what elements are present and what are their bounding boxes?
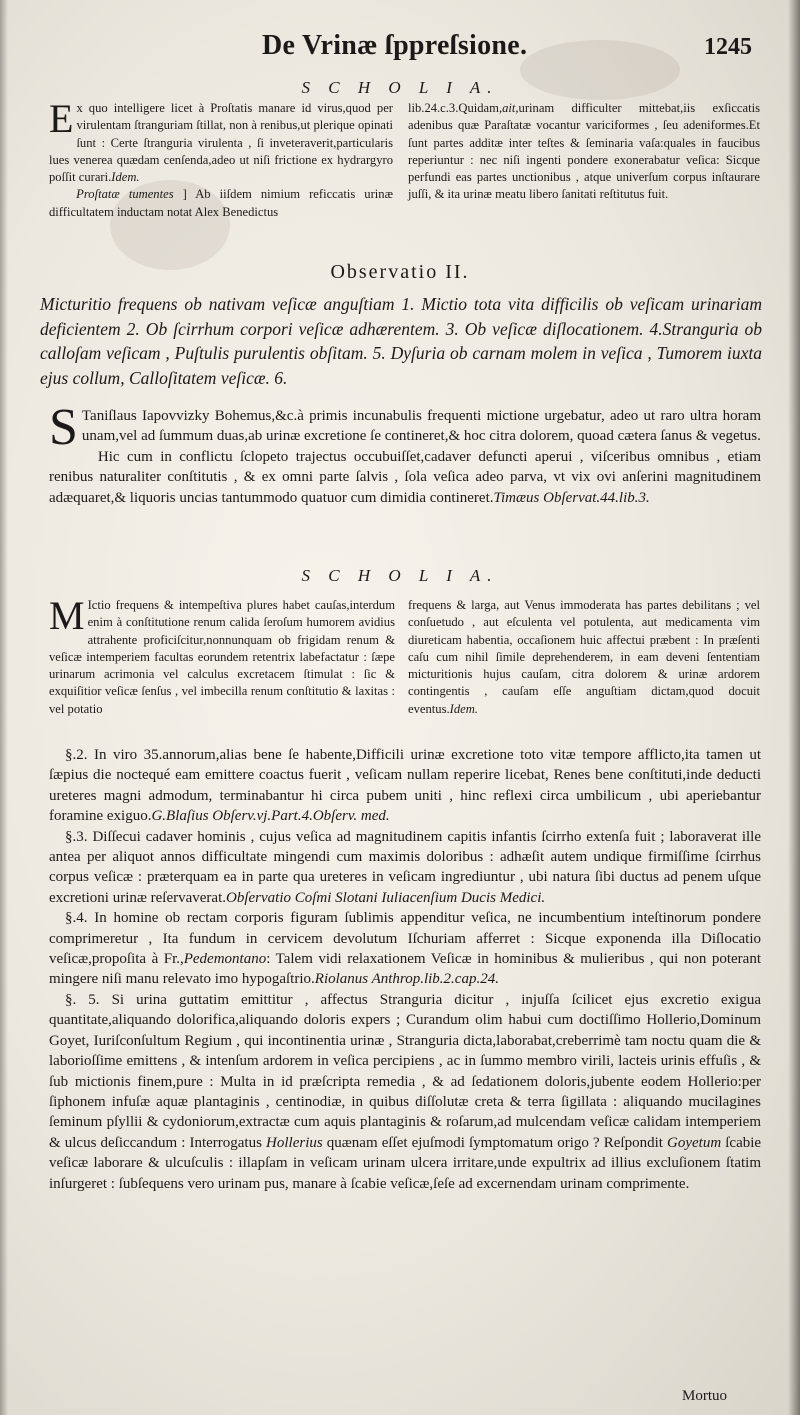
person-name: Hollerius — [266, 1134, 323, 1151]
observation-heading: Observatio II. — [330, 261, 470, 283]
scholia-right-column — [408, 100, 760, 204]
paragraph-text: x quo intelligere licet à Proſtatis manare id virus,quod per virulentam ſtranguriam ſtillat, non à renibus,ut plerique opinati ſunt : Certe ſtranguria virulenta , ſi inveteraverit,particularis lues venerea quædam cenſenda,adeo ut niſi frictione ex hydrargyro poſſit curari. — [49, 101, 393, 185]
paragraph-text: Hic cum in conflictu ſclopeto trajectus occubuiſſet,cadaver defuncti aperui , viſceribus omnibus , etiam renibus naturaliter conſtitutis , & ex omni parte ſalvis , ſola veſica adeo parva, vt vix ovi anſerini magnitudinem adæquaret,& liquoris uncias tantummodo quatuor cum dimidia contineret. — [49, 448, 761, 506]
paragraph-text: §.3. Diſſecui cadaver hominis , cujus veſica ad magnitudinem capitis infantis ſcirrho extenſa fuit ; laboraverat ille antea per aliquot annos difficultate mingendi cum maximis doloribus : adhæſit autem undique firmiſſime ſcirrhus corpus veſicæ : præterquam ea in parte qua ureteres in veſicam ingrediuntur , ubi natura ſibi ductus ad penem uſque excretioni urinæ reſervaverat. — [49, 828, 761, 906]
lemma: Proſtatæ tumentes — [76, 187, 174, 202]
citation: Timæus Obſervat.44.lib.3. — [493, 489, 650, 506]
section-paragraph — [49, 745, 761, 827]
scholia-heading: S C H O L I A. — [301, 78, 499, 97]
citation: G.Blaſius Obſerv.vj.Part.4.Obſerv. med. — [151, 808, 390, 825]
paragraph-text: §.2. In viro 35.annorum,alias bene ſe habente,Difficili urinæ excretione toto vitæ tempore afflicto,ita tamen ut ſæpius die noctequé eam emittere coactus fuerit , veſicam nullam reperire licebat, Renes bene conſtituti,inde deducti ureteres magni admodum, terminabantur hi circa pubem uniti , hinc reflexi circa umbilicum , ubi aperiebantur foramine exiguo. — [49, 747, 761, 825]
paragraph-text: lib.24.c.3.Quidam, — [408, 101, 503, 115]
catchword: Mortuo — [682, 1388, 727, 1404]
page-shadow-right — [788, 0, 800, 1415]
section-paragraph — [49, 827, 761, 909]
summary-text: Micturitio frequens ob nativam veſicæ anguſtiam 1. Mictio tota vita difficilis ob veſicam urinariam deficientem 2. Ob ſcirrhum corpori veſicæ adhærentem. 3. Ob veſicæ diſlocationem. 4.Stranguria ob calloſam veſicam , Puſtulis purulentis obſitam. 5. Dyſuria ob carnam molem in veſica , Tumorem iuxta ejus collum, Calloſitatem veſicæ. 6. — [40, 294, 762, 389]
paragraph-text: Taniſlaus Iapovvizky Bohemus,&c.à primis incunabulis frequenti mictione urgebatur, adeo ut raro ultra horam unam,vel ad ſummum duas,ab urinæ excretione ſe contineret,& hoc citra dolorem, quoad cætera ſanus & vegetus. — [81, 408, 761, 445]
paragraph-text: §. 5. Si urina guttatim emittitur , affectus Stranguria dicitur , injuſſa ſcilicet ejus excretio exigua quantitate,aliquando dolorifica,aliquando doloris expers ; Curandum olim habui cum doctiſſimo Hollerio,Dominum Goyet, Iuriſconſultum Regium , qui incontinentia urinæ , Stranguria dicta,laborabat,creberrimè tam noctu quam die & laborioſſime emittens , & intenſum ardorem in veſica percipiens , ac in ſummo membro virili, lacteis urinis effuſis , & ſub mictionis finem,pure : Multa in id præſcripta remedia , & ad ſedationem doloris,jubente eodem Hollerio:per ſiphonem infuſæ aquæ plantaginis , centinodiæ, in quibus diſſolutæ creta & terra ſigillata : aliquando mucilagines ſeminum pſyllii & cydoniorum,extractæ cum aquis plantaginis & roſarum,ad mulcendam veſicæ calidam intemperiem & ulcus deſiccandum : Interrogatus — [49, 991, 761, 1151]
paragraph-text: frequens & larga, aut Venus immoderata has partes debilitans ; vel conſuetudo , aut eſculenta vel potulenta, aut medicamenta vim diureticam habentia, occaſionem huic affectui præbent : In præſenti caſu cum nihil ſimile deprehenderem, in eam deveni ſententiam micturitionis hujus cauſam, citra dolorem & urinæ ardorem contingentis , cauſam eſſe anguſtiam dictam,quod docuit eventus. — [408, 598, 760, 716]
inline-citation: Pedemontano — [183, 951, 267, 968]
scholia-right-column — [408, 597, 760, 718]
paragraph-text: quænam eſſet ejuſmodi ſymptomatum origo ? Reſpondit — [326, 1134, 663, 1151]
paragraph-text: ,urinam difficulter mittebat,iis exſiccatis adenibus quæ Paraſtatæ vocantur variciformes , ſeu adeniformes.Et ſunt partes additæ inter teſtes & ſeminaria vaſa:quales in faucibus reperiuntur : nec niſi ingenti pondere exonerabatur veſica: Sicque perfundi eas partes unctionibus , atque univerſum corpus inſtaurare juſſi, & ita urinæ meatu libero ſanitati reſtitutus fuit. — [408, 101, 760, 202]
drop-cap: E — [49, 96, 74, 141]
running-head-title: De Vrinæ ſppreſsione. — [262, 30, 528, 61]
inline-italic: ait — [502, 101, 516, 115]
paragraph-text: : Talem vidi relaxationem Veſicæ in hominibus & mulieribus , qui non poterant mingere niſi manu relevato imo hypogaſtrio. — [49, 951, 761, 988]
observation-summary — [40, 292, 762, 391]
scholia-heading: S C H O L I A. — [301, 566, 499, 585]
page-shadow-left — [0, 0, 8, 1415]
person-name: Goyetum — [667, 1134, 722, 1151]
paragraph-text: Ictio frequens & intempeſtiva plures habet cauſas,interdum enim à conſtitutione renum calida ſeroſum humorem avidius attrahente proficiſcitur,nonnunquam ob frigidam renum & veſicæ intemperiem facultas eorundem retentrix labefactatur : ſæpe urinarum acrimonia vel calculus excretacem ſtimulat : ſic & exquiſitior veſicæ ſenſus , vel imbecilla renum conſtitutio & laxitas : vel potatio — [49, 598, 395, 716]
citation: Obſervatio Coſmi Slotani Iuliacenſium Ducis Medici. — [226, 889, 546, 906]
citation: Idem. — [111, 170, 140, 185]
page-number: 1245 — [704, 34, 752, 60]
running-head — [0, 30, 800, 72]
observation-body — [49, 399, 761, 508]
scholia-left-column — [49, 593, 395, 718]
drop-cap: M — [49, 593, 85, 638]
scholia-left-column — [49, 96, 393, 221]
paragraph-text: ] Ab iiſdem nimium reficcatis urinæ difficultatem inductam notat Alex Benedictus — [49, 187, 393, 219]
citation: Riolanus Anthrop.lib.2.cap.24. — [314, 971, 499, 988]
paragraph-text: ſcabie veſicæ laborare & ulcuſculis : illapſam in veſicam urinam ulcera irritare,unde expultrix ad illius excluſionem ſtatim inſurgeret : ſubſequens vero urinam pus, manare à ſcabie veſicæ,ſeſe ad excernendam urinam comprimente. — [49, 1134, 762, 1192]
sections-body — [49, 745, 761, 1194]
paragraph-text: §.4. In homine ob rectam corporis figuram ſublimis appenditur veſica, ne incumbentium inteſtinorum pondere comprimeretur , Ita fundum in cervicem devolutum Iſchuriam afferret : Sicque exponenda illa Diſlocatio veſicæ,propoſita à Fr., — [49, 910, 761, 968]
citation: Idem. — [449, 701, 478, 716]
section-paragraph — [49, 908, 761, 990]
section-paragraph — [49, 990, 761, 1194]
drop-cap: S — [49, 399, 78, 456]
